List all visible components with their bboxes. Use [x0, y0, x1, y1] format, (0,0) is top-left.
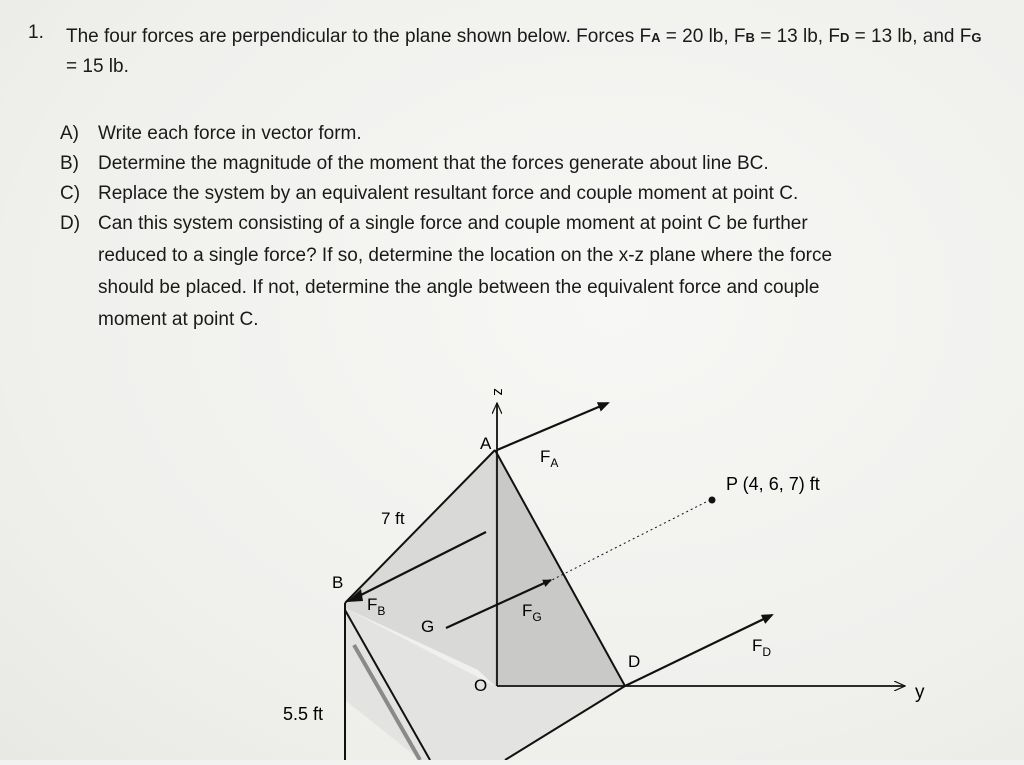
dimension-7ft: 7 ft	[381, 509, 405, 528]
point-o-label: O	[474, 676, 488, 695]
statement-text: = 13 lb, and F	[849, 26, 972, 47]
force-d-arrow	[625, 615, 772, 686]
part-d-line: Can this system consisting of a single force and couple moment at point C be further	[98, 213, 808, 234]
part-d-line: moment at point C.	[98, 309, 259, 330]
part-text: Replace the system by an equivalent resultant force and couple moment at point C.	[98, 183, 799, 204]
part-text	[98, 208, 958, 336]
force-a-label: $F_A$	[540, 447, 559, 470]
point-d-label: D	[628, 652, 641, 671]
part-label: C)	[60, 183, 81, 204]
problem-statement	[66, 22, 986, 81]
part-label: D)	[60, 213, 81, 234]
statement-sub-b: B	[745, 30, 755, 45]
diagram-svg	[0, 340, 1024, 760]
force-g-label: $F_G$	[522, 601, 542, 624]
point-g-label: G	[421, 617, 435, 636]
point-a-label: A	[480, 434, 492, 453]
statement-text: = 15 lb.	[66, 56, 129, 77]
force-b-label: $F_B$	[367, 595, 386, 618]
dimension-5-5ft: 5.5 ft	[283, 704, 324, 724]
problem-block	[0, 0, 1024, 340]
problem-number: 1.	[28, 22, 44, 43]
part-text: Write each force in vector form.	[98, 123, 362, 144]
part-label: B)	[60, 153, 79, 174]
point-p-dot	[709, 497, 716, 504]
statement-sub-d: D	[839, 30, 850, 45]
part-label: A)	[60, 123, 79, 144]
part-d-line: reduced to a single force? If so, determine the location on the x-z plane where the force	[98, 245, 833, 266]
dotted-guide-to-p	[548, 500, 710, 582]
force-diagram	[0, 340, 1024, 760]
force-a-arrow	[497, 403, 608, 450]
point-p-label: P (4, 6, 7) ft	[726, 474, 820, 494]
statement-text: = 13 lb, F	[754, 26, 840, 47]
statement-text: = 20 lb, F	[660, 26, 746, 47]
statement-sub-a: A	[651, 30, 661, 45]
axis-z-label: z	[490, 388, 507, 396]
force-d-label: $F_D$	[752, 636, 772, 659]
force-b-arrowhead	[347, 589, 363, 602]
point-b-label: B	[332, 573, 344, 592]
statement-sub-g: G	[971, 30, 982, 45]
part-text: Determine the magnitude of the moment that the forces generate about line BC.	[98, 153, 769, 174]
axis-y-label: y	[915, 682, 925, 703]
part-d-line: should be placed. If not, determine the angle between the equivalent force and couple	[98, 277, 820, 298]
statement-text: The four forces are perpendicular to the plane shown below. Forces F	[66, 26, 652, 47]
